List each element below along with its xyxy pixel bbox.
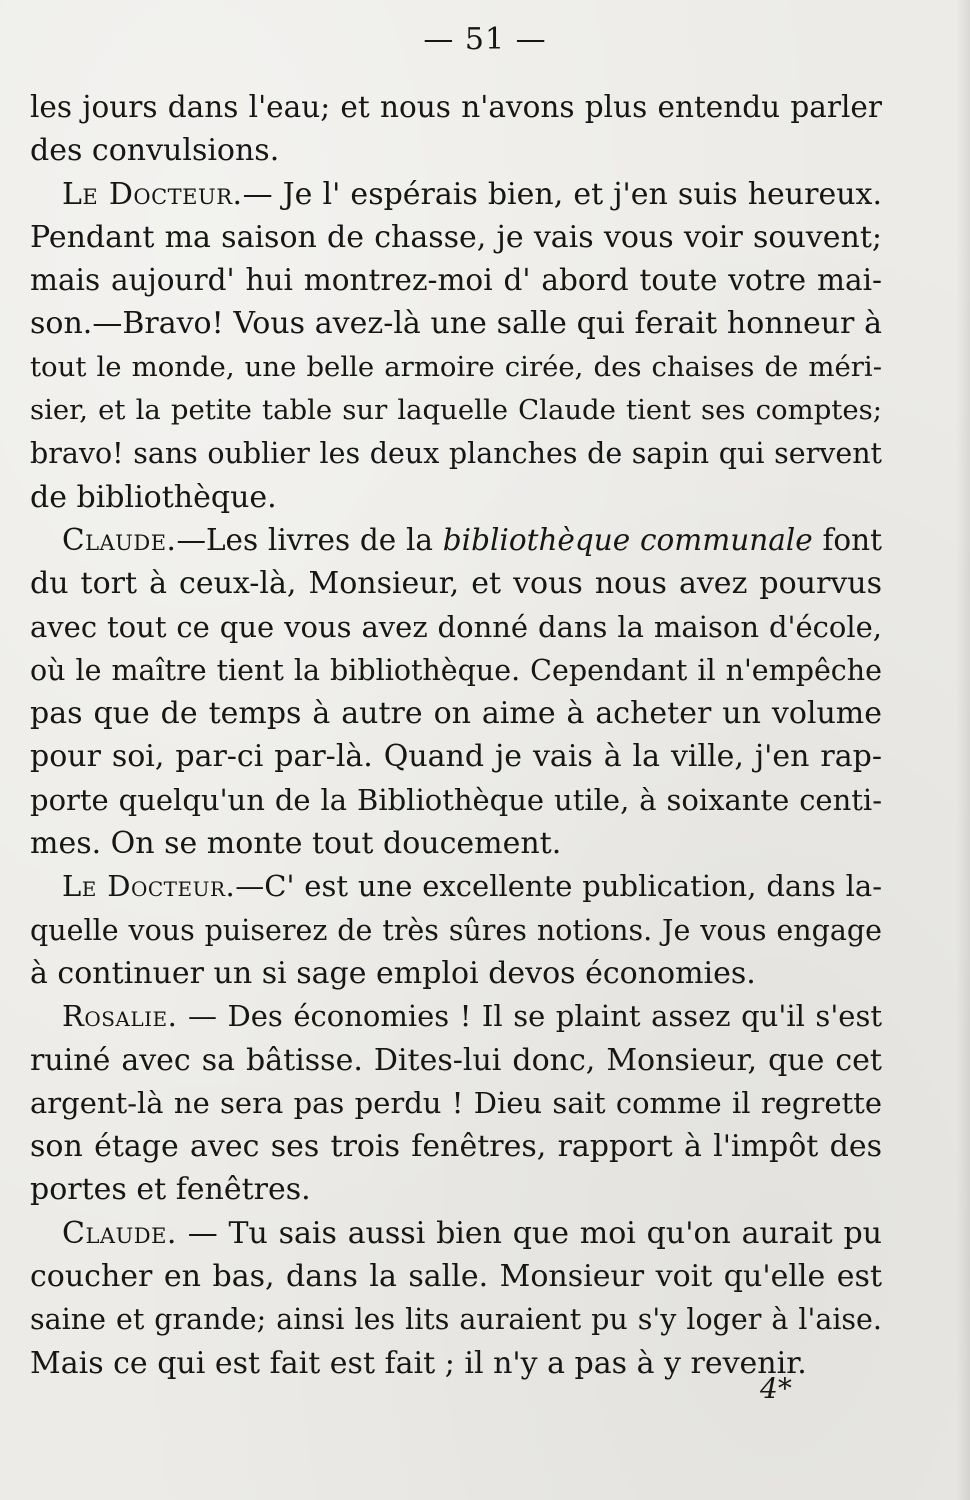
line-text: bravo! sans oublier les deux planches de sapin qui servent bbox=[30, 437, 882, 471]
text-line bbox=[30, 1125, 882, 1168]
speaker-name: Le Docteur. bbox=[62, 869, 236, 904]
signature-mark: 4* bbox=[760, 1372, 792, 1405]
speaker-name: Claude. bbox=[62, 522, 177, 557]
line-text: — Je l' espérais bien, et j'en suis heureux. bbox=[242, 176, 882, 212]
line-text: à continuer un si sage emploi devos économies. bbox=[30, 955, 756, 991]
text-line bbox=[30, 302, 882, 345]
text-line bbox=[30, 562, 882, 605]
text-line bbox=[30, 476, 882, 519]
line-text: quelle vous puiserez de très sûres notions. Je vous engage bbox=[30, 913, 882, 947]
text-line bbox=[30, 649, 882, 692]
line-text: tout le monde, une belle armoire cirée, des chaises de méri- bbox=[30, 350, 882, 383]
speaker-name: Le Docteur. bbox=[62, 176, 243, 212]
line-text: son étage avec ses trois fenêtres, rapport à l'impôt des bbox=[30, 1129, 882, 1165]
text-line bbox=[30, 259, 882, 302]
text-line bbox=[30, 909, 882, 952]
line-text: argent-là ne sera pas perdu ! Dieu sait comme il regrette bbox=[30, 1085, 882, 1120]
line-text: pour soi, par-ci par-là. Quand je vais à la ville, j'en rap- bbox=[30, 739, 882, 775]
text-line bbox=[30, 86, 882, 129]
speaker-name: Claude. bbox=[62, 1215, 177, 1251]
text-line bbox=[30, 735, 882, 778]
text-line bbox=[30, 389, 882, 432]
line-text: mes. On se monte tout doucement. bbox=[30, 826, 562, 862]
page-number: — 51 — bbox=[423, 22, 547, 57]
text-line bbox=[30, 1082, 882, 1125]
line-text: les jours dans l'eau; et nous n'avons plus entendu parler bbox=[30, 90, 882, 124]
line-text: avec tout ce que vous avez donné dans la maison d'école, bbox=[30, 609, 882, 644]
line-text: du tort à ceux-là, Monsieur, et vous nous avez pourvus bbox=[30, 566, 882, 602]
line-text: ruiné avec sa bâtisse. Dites-lui donc, Monsieur, que cet bbox=[30, 1042, 882, 1078]
text-line bbox=[30, 346, 882, 389]
line-text: des convulsions. bbox=[30, 133, 280, 169]
line-text: — Des économies ! Il se plaint assez qu'il s'est bbox=[177, 999, 882, 1034]
line-text: saine et grande; ainsi les lits auraient pu s'y loger à l'aise. bbox=[30, 1303, 882, 1337]
text-line bbox=[30, 822, 882, 865]
text-line bbox=[30, 519, 882, 562]
line-text-after: font bbox=[812, 522, 882, 557]
line-text: —Les livres de la bbox=[176, 522, 443, 557]
line-text: sier, et la petite table sur laquelle Claude tient ses comptes; bbox=[30, 394, 882, 427]
speaker-name: Rosalie. bbox=[62, 999, 178, 1034]
page-body-text bbox=[30, 86, 882, 1385]
line-text: portes et fenêtres. bbox=[30, 1172, 311, 1208]
text-line bbox=[30, 173, 882, 216]
text-line bbox=[30, 952, 882, 995]
line-text: Mais ce qui est fait est fait ; il n'y a pas à y revenir. bbox=[30, 1345, 807, 1381]
line-text: de bibliothèque. bbox=[30, 479, 277, 515]
text-line bbox=[30, 1039, 882, 1082]
text-line bbox=[30, 995, 882, 1038]
text-line bbox=[30, 692, 882, 735]
text-line bbox=[30, 1298, 882, 1341]
line-text: coucher en bas, dans la salle. Monsieur voit qu'elle est bbox=[30, 1259, 882, 1295]
text-line bbox=[30, 216, 882, 259]
text-line bbox=[30, 432, 882, 475]
text-line bbox=[30, 1212, 882, 1255]
line-text: son.—Bravo! Vous avez-là une salle qui ferait honneur à bbox=[30, 306, 882, 342]
text-line bbox=[30, 129, 882, 172]
text-line bbox=[30, 865, 882, 908]
page-edge-shadow bbox=[956, 0, 970, 1500]
line-text: Pendant ma saison de chasse, je vais vous voir souvent; bbox=[30, 219, 882, 255]
text-line bbox=[30, 1168, 882, 1211]
line-text: mais aujourd' hui montrez-moi d' abord toute votre mai- bbox=[30, 263, 882, 298]
text-line bbox=[30, 1255, 882, 1298]
line-text: porte quelqu'un de la Bibliothèque utile, à soixante centi- bbox=[30, 782, 882, 817]
line-text: où le maître tient la bibliothèque. Cependant il n'empêche bbox=[30, 653, 882, 687]
line-text: — Tu sais aussi bien que moi qu'on aurait pu bbox=[176, 1215, 882, 1251]
italic-title: bibliothèque communale bbox=[442, 522, 813, 557]
text-line bbox=[30, 1342, 882, 1385]
line-text: pas que de temps à autre on aime à acheter un volume bbox=[30, 696, 882, 732]
text-line bbox=[30, 779, 882, 822]
text-line bbox=[30, 606, 882, 649]
line-text: —C' est une excellente publication, dans la- bbox=[235, 869, 882, 904]
